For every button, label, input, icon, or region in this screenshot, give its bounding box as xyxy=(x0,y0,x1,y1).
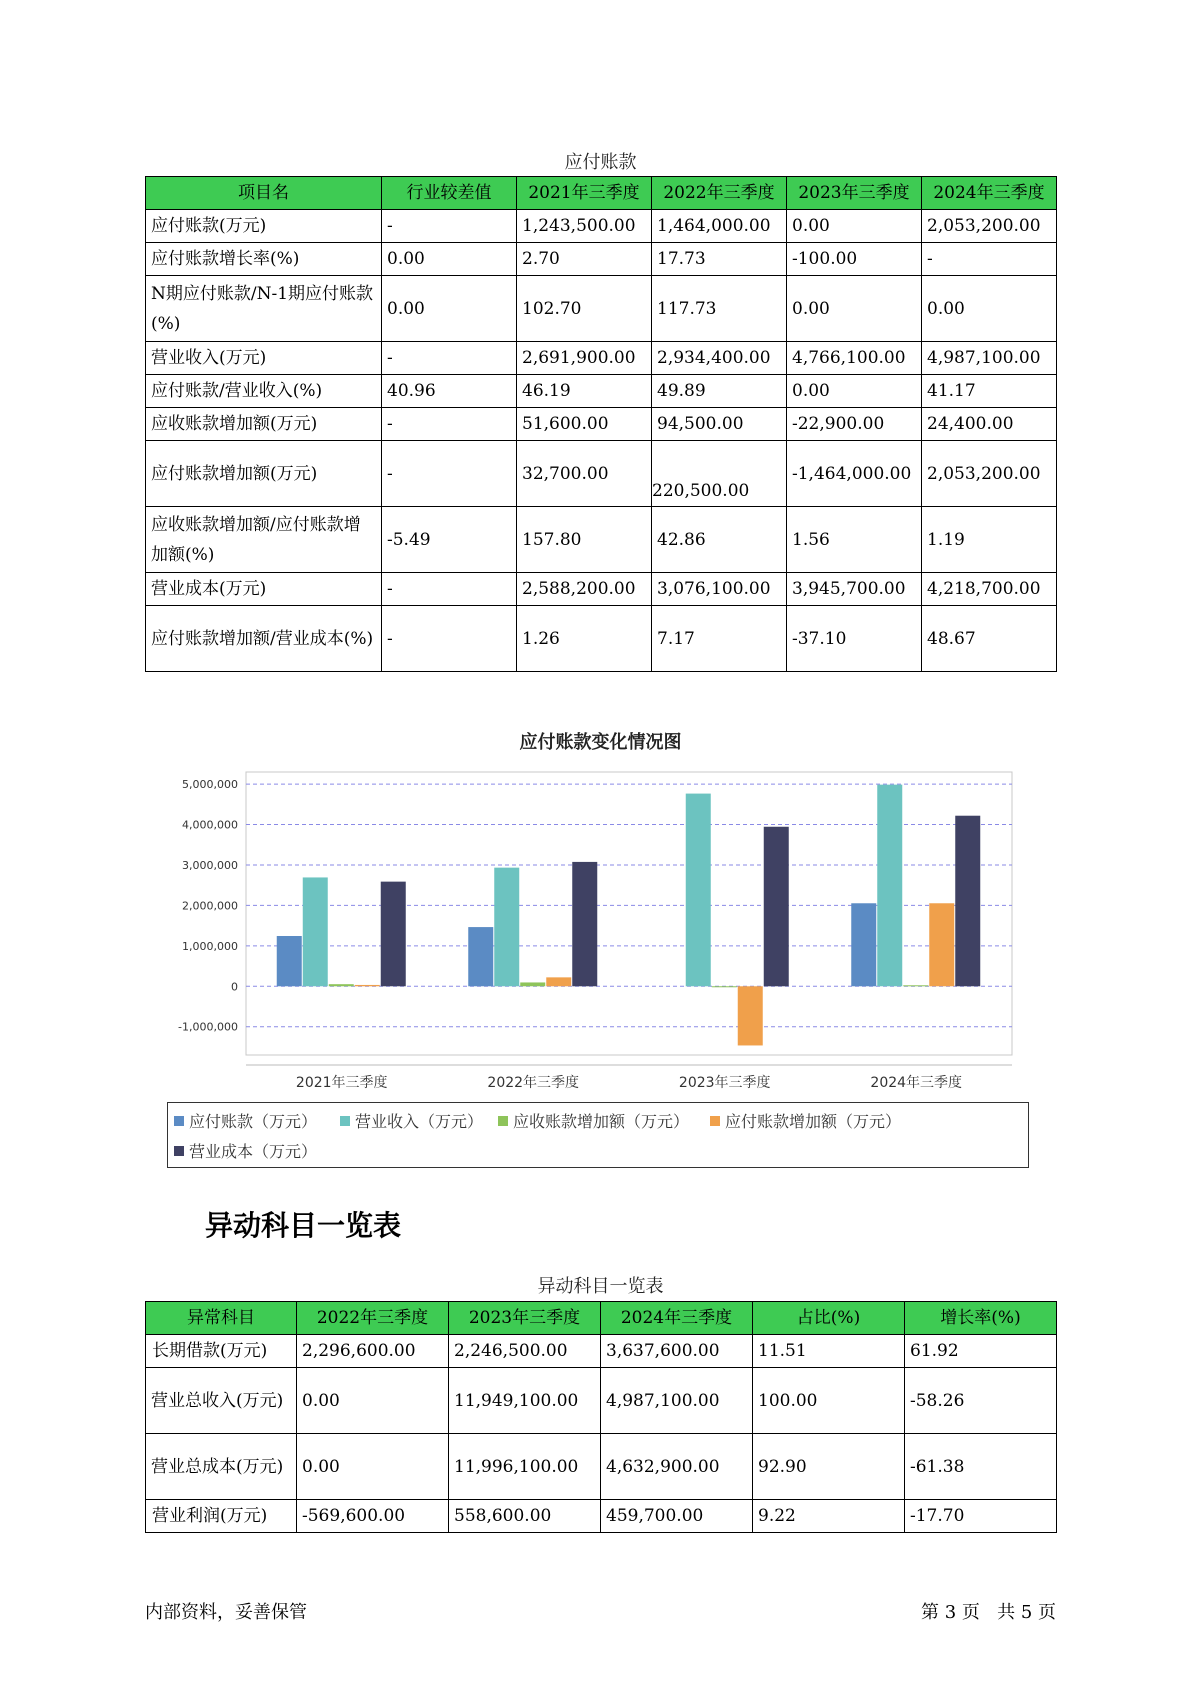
table-row xyxy=(146,1368,1057,1434)
bar xyxy=(955,816,980,987)
table-cell: 459,700.00 xyxy=(601,1500,753,1533)
row-label: 营业利润(万元) xyxy=(146,1500,297,1533)
table-cell: 17.73 xyxy=(652,243,787,276)
table-cell: -61.38 xyxy=(905,1434,1057,1500)
table-cell: - xyxy=(382,342,517,375)
table-cell: - xyxy=(382,441,517,507)
page-number: 第 3 页 共 5 页 xyxy=(921,1602,1056,1623)
bar xyxy=(329,984,354,986)
table-cell: 157.80 xyxy=(517,507,652,573)
table2-header-cell: 2023年三季度 xyxy=(449,1302,601,1335)
table-cell: 7.17 xyxy=(652,606,787,672)
table1-header-cell: 2021年三季度 xyxy=(517,177,652,210)
table-row xyxy=(146,1434,1057,1500)
table-row xyxy=(146,507,1057,573)
table-cell: -22,900.00 xyxy=(787,408,922,441)
table-cell: - xyxy=(922,243,1057,276)
table-cell: 102.70 xyxy=(517,276,652,342)
table-cell: 92.90 xyxy=(753,1434,905,1500)
table2-header-cell: 异常科目 xyxy=(146,1302,297,1335)
table-cell: 4,987,100.00 xyxy=(922,342,1057,375)
row-label: N期应付账款/N-1期应付账款(%) xyxy=(146,276,382,342)
x-tick-label: 2024年三季度 xyxy=(870,1075,963,1091)
legend-swatch xyxy=(498,1116,508,1126)
table1-header-row xyxy=(146,177,1057,210)
table-cell: 2,296,600.00 xyxy=(297,1335,449,1368)
table-row xyxy=(146,1335,1057,1368)
table-cell: 2.70 xyxy=(517,243,652,276)
table-cell: 1.56 xyxy=(787,507,922,573)
footer-note: 内部资料，妥善保管 xyxy=(145,1602,307,1623)
table1-caption: 应付账款 xyxy=(564,152,637,173)
table-row xyxy=(146,606,1057,672)
chart-legend xyxy=(167,1102,1029,1168)
table-cell: 1.26 xyxy=(517,606,652,672)
bar xyxy=(277,936,302,986)
table1-header-cell: 2024年三季度 xyxy=(922,177,1057,210)
chart-title: 应付账款变化情况图 xyxy=(519,732,682,753)
table-cell: 4,218,700.00 xyxy=(922,573,1057,606)
table2-header-cell: 2024年三季度 xyxy=(601,1302,753,1335)
y-tick-label: 4,000,000 xyxy=(182,818,238,832)
table-cell: 0.00 xyxy=(787,210,922,243)
y-tick-label: 2,000,000 xyxy=(182,899,238,913)
table-row xyxy=(146,243,1057,276)
bar xyxy=(877,785,902,987)
table-cell: 2,053,200.00 xyxy=(922,441,1057,507)
bar xyxy=(520,982,545,986)
row-label: 应付账款增长率(%) xyxy=(146,243,382,276)
table-cell: 11.51 xyxy=(753,1335,905,1368)
legend-item xyxy=(340,1109,483,1132)
table-cell: 4,632,900.00 xyxy=(601,1434,753,1500)
table-cell: - xyxy=(382,573,517,606)
table-row xyxy=(146,1500,1057,1533)
table-cell: -17.70 xyxy=(905,1500,1057,1533)
bar xyxy=(468,927,493,986)
table-cell: 0.00 xyxy=(297,1434,449,1500)
row-label: 营业总收入(万元) xyxy=(146,1368,297,1434)
table-cell: 24,400.00 xyxy=(922,408,1057,441)
legend-swatch xyxy=(174,1146,184,1156)
table-cell: 3,076,100.00 xyxy=(652,573,787,606)
bar xyxy=(851,903,876,986)
row-label: 营业总成本(万元) xyxy=(146,1434,297,1500)
x-tick-label: 2023年三季度 xyxy=(678,1075,771,1091)
table-cell: 1,243,500.00 xyxy=(517,210,652,243)
bar xyxy=(546,977,571,986)
table1-header-cell: 2022年三季度 xyxy=(652,177,787,210)
table-cell: 46.19 xyxy=(517,375,652,408)
section-heading: 异动科目一览表 xyxy=(205,1209,402,1242)
bar xyxy=(764,827,789,987)
table-row xyxy=(146,210,1057,243)
row-label: 应付账款/营业收入(%) xyxy=(146,375,382,408)
legend-label: 应付账款（万元） xyxy=(189,1112,318,1131)
table-cell: 0.00 xyxy=(922,276,1057,342)
table-cell: 4,766,100.00 xyxy=(787,342,922,375)
table-cell: -37.10 xyxy=(787,606,922,672)
bar xyxy=(355,985,380,986)
table-cell: -1,464,000.00 xyxy=(787,441,922,507)
table-cell: 11,949,100.00 xyxy=(449,1368,601,1434)
table-cell: 2,588,200.00 xyxy=(517,573,652,606)
table-row xyxy=(146,342,1057,375)
table-cell: 51,600.00 xyxy=(517,408,652,441)
bar xyxy=(686,794,711,987)
table-cell: 0.00 xyxy=(382,243,517,276)
table-cell: - xyxy=(382,408,517,441)
table-cell: 94,500.00 xyxy=(652,408,787,441)
table-cell: 2,934,400.00 xyxy=(652,342,787,375)
table-cell: - xyxy=(382,210,517,243)
legend-label: 应付账款增加额（万元） xyxy=(725,1112,902,1131)
bar xyxy=(494,868,519,987)
table-cell: 100.00 xyxy=(753,1368,905,1434)
bar xyxy=(712,986,737,987)
bar xyxy=(738,986,763,1045)
table-cell: 9.22 xyxy=(753,1500,905,1533)
legend-swatch xyxy=(174,1116,184,1126)
table-cell: 2,246,500.00 xyxy=(449,1335,601,1368)
table-cell: 0.00 xyxy=(382,276,517,342)
legend-swatch xyxy=(710,1116,720,1126)
row-label: 应付账款(万元) xyxy=(146,210,382,243)
legend-label: 应收账款增加额（万元） xyxy=(513,1112,690,1131)
table-row xyxy=(146,408,1057,441)
anomaly-table xyxy=(145,1301,1057,1533)
table-cell: - xyxy=(382,606,517,672)
table-cell: 0.00 xyxy=(787,375,922,408)
table2-header-cell: 占比(%) xyxy=(753,1302,905,1335)
bar xyxy=(381,882,406,987)
legend-label: 营业成本（万元） xyxy=(189,1142,318,1161)
table2-caption: 异动科目一览表 xyxy=(537,1276,664,1297)
table2-header-cell: 2022年三季度 xyxy=(297,1302,449,1335)
legend-item xyxy=(174,1109,317,1132)
table-cell: 1.19 xyxy=(922,507,1057,573)
y-tick-label: -1,000,000 xyxy=(178,1020,238,1034)
row-label: 应收账款增加额/应付账款增加额(%) xyxy=(146,507,382,573)
bar xyxy=(572,862,597,986)
plot-area xyxy=(246,772,1012,1055)
table1-header-cell: 2023年三季度 xyxy=(787,177,922,210)
table2-header-cell: 增长率(%) xyxy=(905,1302,1057,1335)
x-tick-label: 2021年三季度 xyxy=(295,1075,388,1091)
table-cell: 2,691,900.00 xyxy=(517,342,652,375)
row-label: 应付账款增加额/营业成本(%) xyxy=(146,606,382,672)
payables-table xyxy=(145,176,1057,672)
row-label: 应付账款增加额(万元) xyxy=(146,441,382,507)
table-cell: -5.49 xyxy=(382,507,517,573)
table1-header-cell: 项目名 xyxy=(146,177,382,210)
table-cell: 42.86 xyxy=(652,507,787,573)
row-label: 营业收入(万元) xyxy=(146,342,382,375)
table-cell: -100.00 xyxy=(787,243,922,276)
legend-item xyxy=(498,1109,689,1132)
bar xyxy=(303,877,328,986)
y-tick-label: 5,000,000 xyxy=(182,778,238,792)
table1-header-cell: 行业较差值 xyxy=(382,177,517,210)
legend-label: 营业收入（万元） xyxy=(355,1112,484,1131)
table-cell: 2,053,200.00 xyxy=(922,210,1057,243)
table-row xyxy=(146,276,1057,342)
y-tick-label: 0 xyxy=(231,980,238,994)
table-row xyxy=(146,573,1057,606)
table-cell: -569,600.00 xyxy=(297,1500,449,1533)
legend-item xyxy=(174,1139,317,1162)
table-cell: 61.92 xyxy=(905,1335,1057,1368)
bar xyxy=(903,985,928,986)
table-cell: 558,600.00 xyxy=(449,1500,601,1533)
table-row xyxy=(146,441,1057,507)
row-label: 营业成本(万元) xyxy=(146,573,382,606)
table-cell: -58.26 xyxy=(905,1368,1057,1434)
table-cell: 11,996,100.00 xyxy=(449,1434,601,1500)
row-label: 应收账款增加额(万元) xyxy=(146,408,382,441)
y-tick-label: 3,000,000 xyxy=(182,858,238,872)
legend-swatch xyxy=(340,1116,350,1126)
table-cell: 0.00 xyxy=(787,276,922,342)
bar xyxy=(929,903,954,986)
table-cell: 220,500.00 xyxy=(652,441,787,507)
table-cell: 48.67 xyxy=(922,606,1057,672)
table-cell: 49.89 xyxy=(652,375,787,408)
table-cell: 3,945,700.00 xyxy=(787,573,922,606)
x-tick-label: 2022年三季度 xyxy=(487,1075,580,1091)
table-cell: 41.17 xyxy=(922,375,1057,408)
table-cell: 0.00 xyxy=(297,1368,449,1434)
legend-item xyxy=(710,1109,901,1132)
table2-header-row xyxy=(146,1302,1057,1335)
y-tick-label: 1,000,000 xyxy=(182,939,238,953)
row-label: 长期借款(万元) xyxy=(146,1335,297,1368)
table-cell: 40.96 xyxy=(382,375,517,408)
table-row xyxy=(146,375,1057,408)
table-cell: 4,987,100.00 xyxy=(601,1368,753,1434)
table-cell: 3,637,600.00 xyxy=(601,1335,753,1368)
table-cell: 1,464,000.00 xyxy=(652,210,787,243)
table-cell: 117.73 xyxy=(652,276,787,342)
table-cell: 32,700.00 xyxy=(517,441,652,507)
